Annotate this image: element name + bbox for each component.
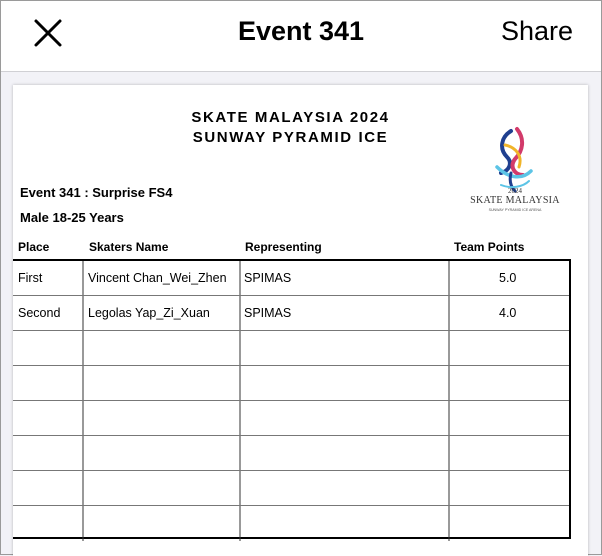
competition-title (13, 109, 588, 126)
representing-cell: SPIMAS (244, 271, 292, 285)
place-cell: Second (18, 306, 61, 320)
place-cell: First (18, 271, 43, 285)
team-points-cell: 4.0 (499, 306, 517, 320)
column-header-representing: Representing (245, 240, 322, 254)
column-header-skaters-name: Skaters Name (89, 240, 169, 254)
team-points-cell: 5.0 (499, 271, 517, 285)
venue-title-text: SUNWAY PYRAMID ICE (192, 129, 389, 146)
result-sheet (13, 85, 588, 556)
results-table (13, 259, 571, 539)
logo-tagline: SUNWAY PYRAMID ICE ARENA (488, 208, 542, 212)
page-title: Event 341 (237, 16, 365, 46)
skater-name-cell: Vincent Chan_Wei_Zhen (88, 271, 227, 285)
navigation-bar (1, 1, 601, 72)
representing-cell: SPIMAS (244, 306, 292, 320)
event-name: Event 341 : Surprise FS4 (20, 185, 173, 200)
logo-year: 2024 (508, 187, 522, 195)
share-button[interactable]: Share (500, 16, 573, 46)
skate-malaysia-logo (471, 125, 559, 219)
skater-name-cell: Legolas Yap_Zi_Xuan (88, 306, 210, 320)
column-header-team-points: Team Points (454, 240, 525, 254)
competition-title-text: SKATE MALAYSIA 2024 (191, 109, 390, 126)
logo-name: SKATE MALAYSIA (470, 195, 560, 206)
table-grid-lines (13, 261, 571, 541)
column-header-place: Place (18, 240, 50, 254)
category-name: Male 18-25 Years (20, 210, 124, 225)
